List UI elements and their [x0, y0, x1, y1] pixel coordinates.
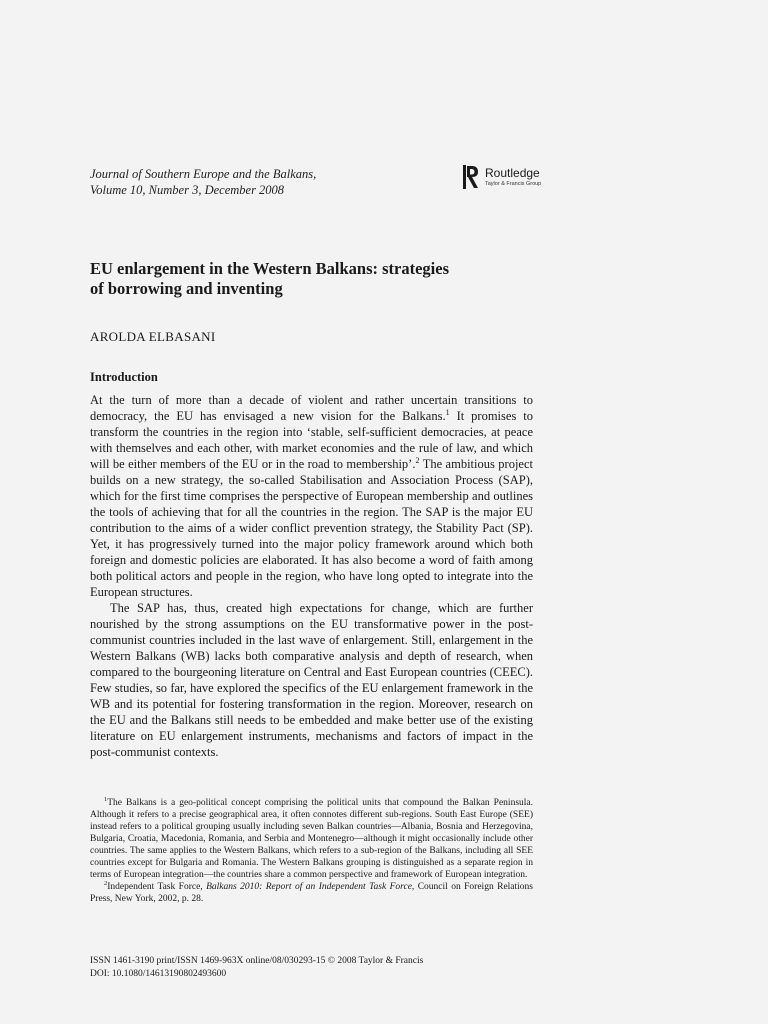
paragraph-2: The SAP has, thus, created high expectations for change, which are further nourished by the strong assumptions on the EU transformative power in the post-communist countries included in the last wave of enlargement. Still, enlargement in the Western Balkans (WB) lacks both comparative analysis and depth of research, when compared to the bourgeoning literature on Central and East European countries (CEEC). Few studies, so far, have explored the specifics of the EU enlargement framework in the WB and its potential for fostering transformation in the region. Moreover, research on the EU and the Balkans still needs to be embedded and make better use of the existing literature on EU enlargement instruments, mechanisms and factors of impact in the post-communist contexts.	[90, 601, 533, 759]
article-title	[90, 259, 530, 299]
footnote-1-number: 1	[104, 795, 108, 803]
paragraph-1-part-3: The ambitious project builds on a new strategy, the so-called Stabilisation and Association Process (SAP), which for the first time comprises the perspective of European membership and outlines the tools of achieving that for all the countries in the region. The SAP is the major EU contribution to the aims of a wider conflict prevention strategy, the Stability Pact (SP). Yet, it has progressively turned into the major policy framework around which both foreign and domestic policies are elaborated. It has also become a word of faith among both political actors and people in the region, who have long opted to integrate into the European structures.	[90, 457, 533, 599]
footnote-2-text-before: Independent Task Force,	[107, 882, 207, 892]
footnote-1-text: The Balkans is a geo-political concept comprising the political units that compound the Balkan Peninsula. Although it refers to a precise geographical area, it often connotes different sub-regions. South East Europe (SEE) instead refers to a political grouping usually including seven Balkan countries—Albania, Bosnia and Herzegovina, Bulgaria, Croatia, Macedonia, Romania, and Serbia and Montenegro—although it might occasionally include other countries. The same applies to the Western Balkans, which refers to a sub-region of the Balkans, including all SEE countries except for Bulgaria and Romania. The Western Balkans grouping is distinguished as a separate region in terms of European integration—the countries share a common perspective and framework of European integration.	[90, 798, 533, 880]
footnote-1	[90, 797, 533, 881]
paragraph-1-part-2: It promises to transform the countries in the region into ‘stable, self-sufficient democracies, at peace with themselves and each other, with market economies and the rule of law, and which will be either members of the EU or in the road to membership’.	[90, 409, 533, 471]
title-line-1: EU enlargement in the Western Balkans: strategies	[90, 259, 449, 278]
footnote-2-report-title: Balkans 2010: Report of an Independent Task Force	[206, 882, 412, 892]
body-text	[90, 392, 533, 760]
journal-name-line: Journal of Southern Europe and the Balkans,	[90, 167, 317, 181]
paragraph-1	[90, 392, 533, 600]
footnote-2-number: 2	[104, 879, 108, 887]
journal-citation	[90, 166, 316, 198]
section-heading: Introduction	[90, 370, 158, 384]
footnotes	[90, 797, 533, 905]
footnote-ref-2: 2	[415, 455, 420, 465]
footnote-ref-1: 1	[445, 407, 450, 417]
doi-line: DOI: 10.1080/14613190802493600	[90, 969, 227, 979]
author-name: AROLDA ELBASANI	[90, 329, 216, 344]
routledge-r-icon	[463, 165, 479, 189]
title-line-2: of borrowing and inventing	[90, 279, 283, 298]
publisher-logo	[463, 163, 583, 193]
footnote-2	[90, 881, 533, 905]
footnote-2-text-after: , Council on Foreign Relations Press, New York, 2002, p. 28.	[90, 882, 533, 904]
journal-volume-line: Volume 10, Number 3, December 2008	[90, 183, 285, 197]
publisher-group: Taylor & Francis Group	[485, 181, 542, 187]
issn-line: ISSN 1461-3190 print/ISSN 1469-963X online/08/030293-15 © 2008 Taylor & Francis	[90, 956, 424, 966]
paragraph-1-part-1: At the turn of more than a decade of violent and rather uncertain transitions to democracy, the EU has envisaged a new vision for the Balkans.	[90, 393, 533, 423]
publisher-name: Routledge	[485, 166, 540, 180]
publication-info	[90, 955, 423, 981]
